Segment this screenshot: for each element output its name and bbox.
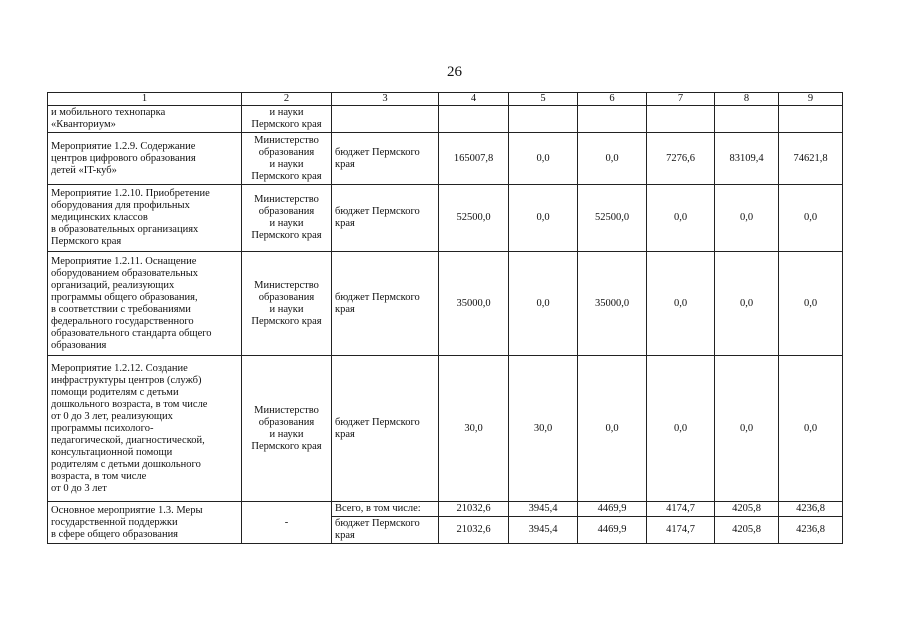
funding-source-cell: бюджет Пермского края bbox=[332, 252, 439, 356]
value-cell: 4205,8 bbox=[715, 517, 779, 544]
value-cell: 4236,8 bbox=[779, 502, 843, 517]
value-cell: 21032,6 bbox=[439, 502, 509, 517]
value-cell: 35000,0 bbox=[439, 252, 509, 356]
funding-source-cell: бюджет Пермского края bbox=[332, 356, 439, 502]
value-cell: 0,0 bbox=[578, 133, 647, 185]
executor-cell: - bbox=[242, 502, 332, 544]
funding-source-cell bbox=[332, 106, 439, 133]
header-row bbox=[48, 93, 843, 106]
value-cell: 0,0 bbox=[779, 185, 843, 252]
value-cell: 0,0 bbox=[509, 185, 578, 252]
value-cell: 30,0 bbox=[439, 356, 509, 502]
value-cell bbox=[578, 106, 647, 133]
value-cell: 0,0 bbox=[715, 252, 779, 356]
value-cell: 4236,8 bbox=[779, 517, 843, 544]
value-cell: 3945,4 bbox=[509, 517, 578, 544]
table-row bbox=[48, 502, 843, 517]
value-cell: 0,0 bbox=[509, 133, 578, 185]
value-cell bbox=[509, 106, 578, 133]
table-row bbox=[48, 356, 843, 502]
executor-cell: и науки Пермского края bbox=[242, 106, 332, 133]
executor-cell: Министерство образования и науки Пермского края bbox=[242, 133, 332, 185]
executor-cell: Министерство образования и науки Пермского края bbox=[242, 356, 332, 502]
value-cell: 0,0 bbox=[715, 185, 779, 252]
value-cell: 83109,4 bbox=[715, 133, 779, 185]
event-name-cell: Основное мероприятие 1.3. Меры государственной поддержки в сфере общего образования bbox=[48, 502, 242, 544]
value-cell: 165007,8 bbox=[439, 133, 509, 185]
value-cell bbox=[779, 106, 843, 133]
value-cell: 4174,7 bbox=[647, 502, 715, 517]
value-cell: 0,0 bbox=[647, 185, 715, 252]
event-name-cell: Мероприятие 1.2.10. Приобретение оборудования для профильных медицинских классов в образовательных организациях Пермского края bbox=[48, 185, 242, 252]
value-cell: 4469,9 bbox=[578, 517, 647, 544]
funding-source-cell: бюджет Пермского края bbox=[332, 133, 439, 185]
value-cell: 7276,6 bbox=[647, 133, 715, 185]
table-row bbox=[48, 185, 843, 252]
header-cell: 4 bbox=[439, 93, 509, 106]
value-cell bbox=[647, 106, 715, 133]
value-cell: 4469,9 bbox=[578, 502, 647, 517]
page-number: 26 bbox=[447, 64, 462, 80]
event-name-cell: Мероприятие 1.2.11. Оснащение оборудованием образовательных организаций, реализующих программы общего образования, в соответствии с требованиями федерального государственного образовательного стандарта общего образования bbox=[48, 252, 242, 356]
table-row bbox=[48, 252, 843, 356]
value-cell: 0,0 bbox=[509, 252, 578, 356]
header-cell: 6 bbox=[578, 93, 647, 106]
value-cell: 21032,6 bbox=[439, 517, 509, 544]
funding-source-cell: бюджет Пермского края bbox=[332, 185, 439, 252]
value-cell: 74621,8 bbox=[779, 133, 843, 185]
header-cell: 3 bbox=[332, 93, 439, 106]
header-cell: 1 bbox=[48, 93, 242, 106]
value-cell: 4174,7 bbox=[647, 517, 715, 544]
value-cell: 30,0 bbox=[509, 356, 578, 502]
budget-table bbox=[47, 92, 843, 544]
header-cell: 9 bbox=[779, 93, 843, 106]
executor-cell: Министерство образования и науки Пермского края bbox=[242, 185, 332, 252]
value-cell bbox=[715, 106, 779, 133]
table-row bbox=[48, 133, 843, 185]
value-cell bbox=[439, 106, 509, 133]
value-cell: 52500,0 bbox=[439, 185, 509, 252]
value-cell: 4205,8 bbox=[715, 502, 779, 517]
header-cell: 8 bbox=[715, 93, 779, 106]
value-cell: 0,0 bbox=[647, 252, 715, 356]
event-name-cell: и мобильного технопарка «Кванториум» bbox=[48, 106, 242, 133]
value-cell: 0,0 bbox=[779, 252, 843, 356]
funding-source-cell: Всего, в том числе: bbox=[332, 502, 439, 517]
value-cell: 0,0 bbox=[578, 356, 647, 502]
value-cell: 0,0 bbox=[715, 356, 779, 502]
header-cell: 5 bbox=[509, 93, 578, 106]
event-name-cell: Мероприятие 1.2.9. Содержание центров цифрового образования детей «IT-куб» bbox=[48, 133, 242, 185]
executor-cell: Министерство образования и науки Пермского края bbox=[242, 252, 332, 356]
header-cell: 2 bbox=[242, 93, 332, 106]
value-cell: 52500,0 bbox=[578, 185, 647, 252]
table-row bbox=[48, 106, 843, 133]
header-cell: 7 bbox=[647, 93, 715, 106]
value-cell: 35000,0 bbox=[578, 252, 647, 356]
value-cell: 0,0 bbox=[647, 356, 715, 502]
funding-source-cell: бюджет Пермского края bbox=[332, 517, 439, 544]
value-cell: 3945,4 bbox=[509, 502, 578, 517]
value-cell: 0,0 bbox=[779, 356, 843, 502]
event-name-cell: Мероприятие 1.2.12. Создание инфраструктуры центров (служб) помощи родителям с детьми дошкольного возраста, в том числе от 0 до 3 лет, реализующих программы психолого- педагогической, диагностической, консультационной помощи родителям с детьми дошкольного возраста, в том числе от 0 до 3 лет bbox=[48, 356, 242, 502]
